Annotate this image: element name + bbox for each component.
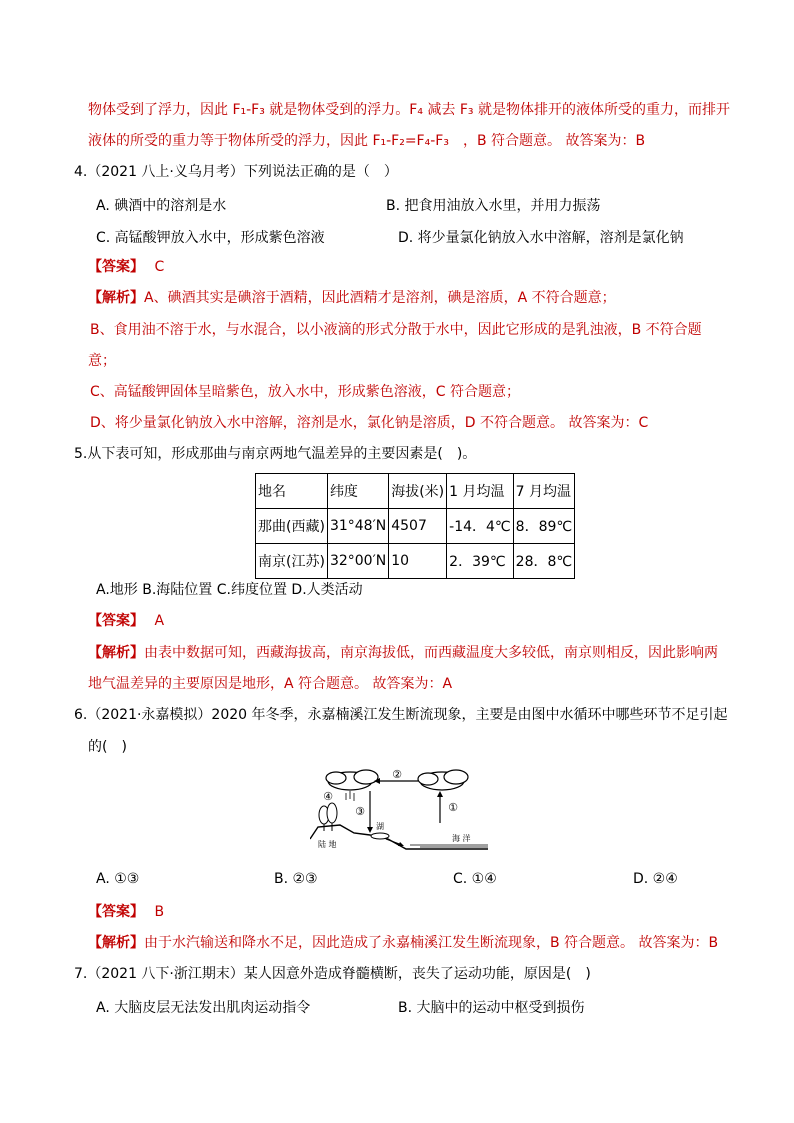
q6-option-a: A. ①③ bbox=[96, 871, 140, 887]
q6-option-c: C. ①④ bbox=[453, 871, 497, 887]
table-cell: 32°00′N bbox=[327, 544, 388, 579]
q7-option-a: A. 大脑皮层无法发出肌肉运动指令 bbox=[96, 1000, 311, 1016]
table-header-cell: 地名 bbox=[256, 474, 328, 509]
cloud-ocean-icon bbox=[418, 770, 468, 790]
analysis-text: 由于水汽输送和降水不足，因此造成了永嘉楠溪江发生断流现象，B 符合题意。 故答案为：B bbox=[144, 935, 719, 951]
answer-value: A bbox=[154, 613, 165, 629]
q4-option-d: D. 将少量氯化钠放入水中溶解，溶剂是氯化钠 bbox=[398, 230, 684, 246]
table-row bbox=[256, 509, 575, 544]
figure-label: ② bbox=[392, 768, 402, 781]
table-header-cell: 7 月均温 bbox=[513, 474, 574, 509]
table-row bbox=[256, 544, 575, 579]
cloud-land-icon bbox=[326, 770, 378, 790]
q4-analysis-1 bbox=[88, 288, 616, 308]
q6-analysis bbox=[88, 933, 718, 953]
answer-value: C bbox=[154, 259, 165, 275]
q4-analysis-2: B、食用油不溶于水，与水混合，以小液滴的形式分散于水中，因此它形成的是乳浊液，B 不符合题 bbox=[90, 322, 702, 338]
answer-tag: 【答案】 bbox=[88, 613, 144, 629]
q7-stem: 7.（2021 八下·浙江期末）某人因意外造成脊髓横断，丧失了运动功能，原因是( ) bbox=[74, 966, 591, 982]
table-cell: 10 bbox=[389, 544, 447, 579]
figure-label: 湖 bbox=[376, 822, 384, 831]
table-header-row bbox=[256, 474, 575, 509]
answer-tag: 【答案】 bbox=[88, 904, 144, 920]
water-cycle-figure bbox=[310, 765, 488, 855]
table-header-cell: 海拔(米) bbox=[389, 474, 447, 509]
figure-label: ④ bbox=[323, 790, 333, 803]
q6-option-d: D. ②④ bbox=[633, 871, 678, 887]
q5-options: A.地形 B.海陆位置 C.纬度位置 D.人类活动 bbox=[96, 582, 363, 598]
analysis-tag: 【解析】 bbox=[88, 935, 144, 951]
table-header-cell: 1 月均温 bbox=[447, 474, 514, 509]
q4-answer bbox=[88, 257, 164, 277]
figure-label: 海 洋 bbox=[452, 834, 471, 843]
q6-answer bbox=[88, 902, 164, 922]
answer-value: B bbox=[154, 904, 165, 920]
q4-option-b: B. 把食用油放入水里，并用力振荡 bbox=[386, 198, 601, 214]
q4-analysis-5: D、将少量氯化钠放入水中溶解，溶剂是水，氯化钠是溶质，D 不符合题意。 故答案为：C bbox=[90, 415, 649, 431]
table-cell: 南京(江苏) bbox=[256, 544, 328, 579]
q5-answer bbox=[88, 611, 164, 631]
answer-tag: 【答案】 bbox=[88, 259, 144, 275]
q5-analysis-2: 地气温差异的主要原因是地形，A 符合题意。 故答案为：A bbox=[88, 676, 453, 692]
figure-label: ① bbox=[448, 801, 458, 814]
q5-analysis-1 bbox=[88, 643, 718, 663]
q6-option-b: B. ②③ bbox=[274, 871, 318, 887]
table-cell: 31°48′N bbox=[327, 509, 388, 544]
analysis-tag: 【解析】 bbox=[88, 645, 144, 661]
table-cell: 8．89℃ bbox=[513, 509, 574, 544]
q4-option-a: A. 碘酒中的溶剂是水 bbox=[96, 198, 227, 214]
figure-label: 陆 地 bbox=[318, 840, 337, 849]
table-cell: 2．39℃ bbox=[447, 544, 514, 579]
q5-stem: 5.从下表可知，形成那曲与南京两地气温差异的主要因素是( )。 bbox=[74, 446, 477, 462]
q4-stem: 4.（2021 八上·义乌月考）下列说法正确的是（ ） bbox=[74, 164, 398, 180]
intro-line-2: 液体的所受的重力等于物体所受的浮力，因此 F₁-F₂=F₄-F₃ ，B 符合题意。 故答案为：B bbox=[88, 133, 646, 149]
analysis-text: A、碘酒其实是碘溶于酒精，因此酒精才是溶剂，碘是溶质，A 不符合题意； bbox=[144, 290, 616, 306]
figure-label: ③ bbox=[355, 805, 365, 818]
analysis-tag: 【解析】 bbox=[88, 290, 144, 306]
q4-analysis-4: C、高锰酸钾固体呈暗紫色，放入水中，形成紫色溶液，C 符合题意； bbox=[90, 384, 520, 400]
table-cell: -14．4℃ bbox=[447, 509, 514, 544]
analysis-text: 由表中数据可知，西藏海拔高，南京海拔低，而西藏温度大多较低，南京则相反，因此影响两 bbox=[144, 645, 718, 661]
intro-line-1: 物体受到了浮力，因此 F₁-F₃ 就是物体受到的浮力。F₄ 减去 F₃ 就是物体排开的液体所受的重力，而排开 bbox=[88, 102, 730, 118]
climate-table bbox=[255, 473, 575, 579]
table-header-cell: 纬度 bbox=[327, 474, 388, 509]
table-cell: 4507 bbox=[389, 509, 447, 544]
q4-option-c: C. 高锰酸钾放入水中，形成紫色溶液 bbox=[96, 230, 325, 246]
q6-stem-2: 的( ) bbox=[88, 739, 127, 755]
table-cell: 那曲(西藏) bbox=[256, 509, 328, 544]
table-cell: 28．8℃ bbox=[513, 544, 574, 579]
q4-analysis-3: 意； bbox=[88, 353, 116, 369]
q6-stem-1: 6.（2021·永嘉模拟）2020 年冬季，永嘉楠溪江发生断流现象，主要是由图中水循环中哪些环节不足引起 bbox=[74, 707, 728, 723]
q7-option-b: B. 大脑中的运动中枢受到损伤 bbox=[398, 1000, 585, 1016]
